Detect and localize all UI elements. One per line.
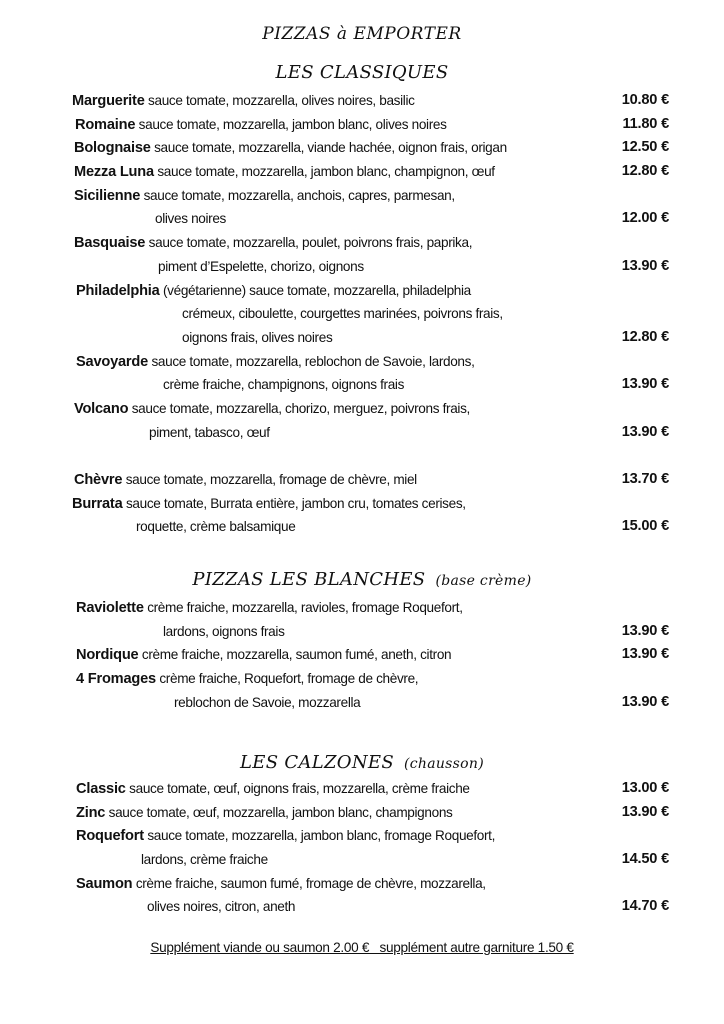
menu-item bbox=[0, 468, 724, 492]
item-heading-line bbox=[74, 184, 455, 209]
item-heading-line bbox=[76, 643, 451, 668]
section-calzones bbox=[0, 777, 724, 919]
item-heading-line bbox=[72, 89, 415, 114]
item-price: 14.70 € bbox=[621, 898, 669, 915]
item-heading-line bbox=[76, 801, 452, 826]
menu-item-line bbox=[0, 231, 724, 255]
section-title: LES CALZONES bbox=[240, 752, 394, 773]
item-name: Zinc bbox=[76, 804, 106, 821]
menu-item-line bbox=[0, 160, 724, 184]
menu-item bbox=[0, 596, 724, 643]
section-title: PIZZAS LES BLANCHES bbox=[192, 569, 426, 590]
item-heading-line bbox=[75, 113, 447, 138]
menu-item bbox=[0, 89, 724, 113]
item-price: 13.00 € bbox=[621, 780, 669, 796]
item-description: sauce tomate, mozzarella, jambon blanc, champignon, œuf bbox=[157, 164, 495, 180]
item-price: 12.00 € bbox=[621, 210, 669, 227]
menu-item-line bbox=[0, 255, 724, 279]
menu-item-line bbox=[0, 113, 724, 137]
item-name: Savoyarde bbox=[76, 353, 149, 370]
section-blanches bbox=[0, 596, 724, 714]
menu-item-line bbox=[0, 302, 724, 326]
item-heading-line bbox=[76, 350, 475, 375]
item-description: crème fraiche, saumon fumé, fromage de chèvre, mozzarella, bbox=[135, 875, 486, 891]
item-description: sauce tomate, mozzarella, jambon blanc, fromage Roquefort, bbox=[147, 828, 496, 844]
section-classiques bbox=[0, 89, 724, 539]
menu-item bbox=[0, 160, 724, 184]
item-price: 13.90 € bbox=[621, 693, 669, 710]
item-name: Marguerite bbox=[72, 93, 145, 109]
menu-item bbox=[0, 136, 724, 160]
menu-item-line bbox=[0, 279, 724, 303]
item-description: sauce tomate, mozzarella, jambon blanc, olives noires bbox=[138, 116, 447, 132]
menu-item bbox=[0, 667, 724, 714]
item-heading-line bbox=[74, 468, 417, 493]
item-name: Basquaise bbox=[74, 235, 146, 252]
item-heading-line bbox=[76, 596, 463, 621]
item-name: Nordique bbox=[76, 647, 139, 664]
item-heading-line bbox=[74, 136, 507, 161]
item-description: lardons, oignons frais bbox=[163, 623, 285, 639]
item-name: Mezza Luna bbox=[74, 164, 154, 181]
item-description: sauce tomate, mozzarella, fromage de chèvre, miel bbox=[125, 472, 417, 487]
item-price: 12.80 € bbox=[621, 163, 669, 180]
item-description: piment d’Espelette, chorizo, oignons bbox=[158, 258, 364, 274]
menu-item-line bbox=[0, 326, 724, 350]
item-description: sauce tomate, mozzarella, anchois, capres, parmesan, bbox=[143, 187, 455, 203]
menu-item-line bbox=[0, 136, 724, 160]
item-description: sauce tomate, œuf, oignons frais, mozzarella, crème fraiche bbox=[129, 781, 470, 796]
item-description: crème fraiche, champignons, oignons frais bbox=[163, 377, 405, 393]
item-price: 13.90 € bbox=[621, 257, 669, 274]
item-name: Roquefort bbox=[76, 828, 144, 845]
item-description: sauce tomate, œuf, mozzarella, jambon blanc, champignons bbox=[108, 804, 453, 820]
item-name: Bolognaise bbox=[74, 140, 151, 157]
supplement-note: Supplément viande ou saumon 2.00 € supplément autre garniture 1.50 € bbox=[150, 940, 574, 955]
menu-item bbox=[0, 113, 724, 137]
item-price: 13.90 € bbox=[621, 646, 669, 663]
menu-item-line bbox=[0, 643, 724, 667]
menu-item bbox=[0, 231, 724, 278]
menu-item-line bbox=[0, 89, 724, 113]
item-description: crémeux, ciboulette, courgettes marinées, poivrons frais, bbox=[182, 306, 503, 322]
item-description: piment, tabasco, œuf bbox=[149, 424, 270, 440]
item-description: crème fraiche, Roquefort, fromage de chèvre, bbox=[159, 671, 419, 687]
item-heading-line bbox=[74, 397, 470, 422]
item-name: Sicilienne bbox=[74, 187, 141, 204]
item-description: olives noires, citron, aneth bbox=[147, 899, 296, 915]
item-price: 13.70 € bbox=[621, 471, 669, 487]
menu-item-line bbox=[0, 184, 724, 208]
item-price: 13.90 € bbox=[621, 376, 669, 393]
menu-item-line bbox=[0, 421, 724, 445]
menu-item-line bbox=[0, 895, 724, 919]
item-name: Burrata bbox=[72, 495, 123, 512]
section-title: LES CLASSIQUES bbox=[275, 62, 449, 83]
menu-item-line bbox=[0, 373, 724, 397]
menu-item-line bbox=[0, 872, 724, 896]
menu-item-line bbox=[0, 468, 724, 492]
menu-item bbox=[0, 801, 724, 825]
item-name: Philadelphia bbox=[76, 282, 160, 299]
menu-item-line bbox=[0, 350, 724, 374]
item-description: (végétarienne) sauce tomate, mozzarella, philadelphia bbox=[163, 282, 471, 298]
section-heading-classiques bbox=[0, 62, 724, 83]
item-description: lardons, crème fraiche bbox=[141, 852, 268, 868]
menu-item-line bbox=[0, 667, 724, 691]
menu-item bbox=[0, 824, 724, 871]
menu-item bbox=[0, 492, 724, 539]
item-heading-line bbox=[76, 667, 418, 692]
item-heading-line bbox=[72, 492, 466, 517]
item-price: 12.50 € bbox=[621, 139, 669, 156]
item-description: sauce tomate, mozzarella, viande hachée, oignon frais, origan bbox=[154, 140, 507, 156]
item-description: crème fraiche, mozzarella, ravioles, fromage Roquefort, bbox=[147, 600, 463, 615]
page-title: PIZZAS à EMPORTER bbox=[262, 24, 462, 44]
menu-item-line bbox=[0, 492, 724, 516]
menu-item-line bbox=[0, 801, 724, 825]
item-name: Raviolette bbox=[76, 600, 144, 616]
menu-item-line bbox=[0, 596, 724, 620]
item-price: 13.90 € bbox=[621, 622, 669, 639]
item-description: sauce tomate, mozzarella, reblochon de Savoie, lardons, bbox=[151, 353, 475, 369]
menu-item-line bbox=[0, 848, 724, 872]
item-price: 11.80 € bbox=[622, 115, 669, 132]
item-name: 4 Fromages bbox=[76, 671, 156, 688]
menu-item bbox=[0, 643, 724, 667]
item-price: 13.90 € bbox=[621, 803, 669, 820]
item-price: 15.00 € bbox=[621, 518, 669, 535]
item-heading-line bbox=[76, 279, 471, 304]
item-heading-line bbox=[76, 872, 486, 897]
item-name: Classic bbox=[76, 781, 126, 797]
item-name: Saumon bbox=[76, 875, 133, 892]
item-heading-line bbox=[76, 824, 495, 849]
item-description: sauce tomate, mozzarella, olives noires, basilic bbox=[148, 93, 415, 108]
menu-item-line bbox=[0, 620, 724, 644]
menu-item bbox=[0, 397, 724, 444]
menu-item-line bbox=[0, 691, 724, 715]
section-heading-blanches bbox=[0, 569, 724, 590]
section-subtitle: (chausson) bbox=[404, 756, 484, 772]
item-name: Romaine bbox=[75, 116, 136, 133]
item-name: Chèvre bbox=[74, 472, 123, 488]
item-price: 12.80 € bbox=[621, 328, 669, 345]
menu-item bbox=[0, 872, 724, 919]
menu-item-line bbox=[0, 777, 724, 801]
item-name: Volcano bbox=[74, 400, 129, 417]
menu-item bbox=[0, 279, 724, 350]
item-description: sauce tomate, mozzarella, poulet, poivrons frais, paprika, bbox=[148, 235, 473, 251]
item-price: 14.50 € bbox=[621, 851, 669, 868]
item-description: sauce tomate, Burrata entière, jambon cru, tomates cerises, bbox=[125, 495, 466, 511]
item-description: oignons frais, olives noires bbox=[182, 329, 333, 345]
item-description: sauce tomate, mozzarella, chorizo, merguez, poivrons frais, bbox=[131, 400, 470, 416]
item-description: olives noires bbox=[155, 211, 227, 227]
menu-item-line bbox=[0, 824, 724, 848]
menu-item bbox=[0, 350, 724, 397]
section-heading-calzones bbox=[0, 752, 724, 773]
item-description: roquette, crème balsamique bbox=[136, 519, 296, 535]
menu-item-line bbox=[0, 515, 724, 539]
item-heading-line bbox=[74, 160, 495, 185]
item-price: 10.80 € bbox=[621, 92, 669, 108]
menu-item bbox=[0, 777, 724, 801]
item-price: 13.90 € bbox=[621, 423, 669, 440]
menu-item bbox=[0, 184, 724, 231]
menu-item-line bbox=[0, 397, 724, 421]
item-heading-line bbox=[76, 777, 470, 802]
menu-item-line bbox=[0, 207, 724, 231]
item-description: reblochon de Savoie, mozzarella bbox=[174, 694, 361, 710]
item-description: crème fraiche, mozzarella, saumon fumé, aneth, citron bbox=[141, 647, 452, 663]
item-heading-line bbox=[74, 231, 472, 256]
section-subtitle: (base crème) bbox=[435, 573, 532, 589]
